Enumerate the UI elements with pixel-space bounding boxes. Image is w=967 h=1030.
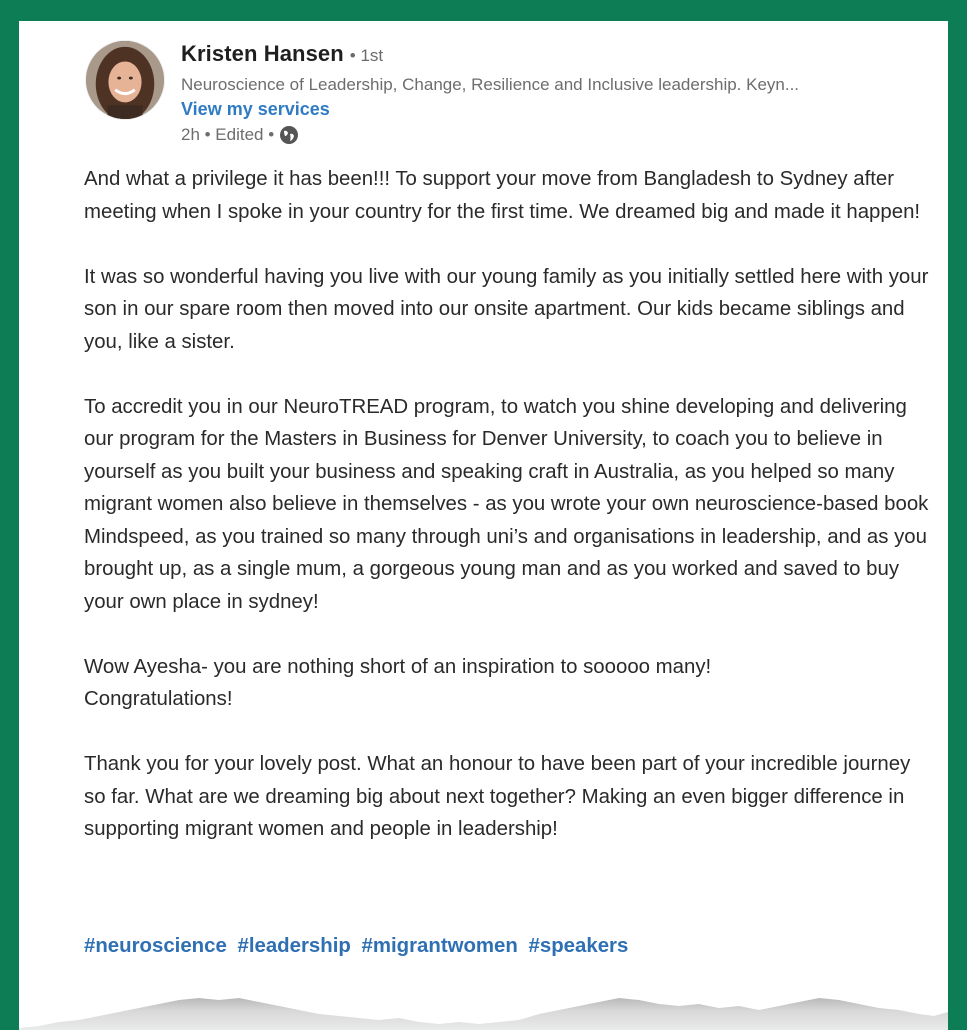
post-paragraph: Wow Ayesha- you are nothing short of an inspiration to sooooo many! Congratulations! bbox=[84, 655, 712, 710]
author-headline: Neuroscience of Leadership, Change, Resilience and Inclusive leadership. Keyn... bbox=[181, 75, 800, 94]
torn-paper-edge bbox=[19, 970, 948, 1030]
avatar-photo-icon bbox=[86, 41, 164, 119]
hashtag-link[interactable]: #speakers bbox=[528, 935, 629, 957]
connection-degree: • 1st bbox=[349, 46, 384, 65]
post-body bbox=[84, 163, 934, 878]
post-paragraph: To accredit you in our NeuroTREAD program, to watch you shine developing and delivering our program for the Masters in Business for Denver University, to coach you to believe in yourself as you built your business and speaking craft in Australia, as you helped so many migrant women also believe in themselves - as you wrote your own neuroscience-based book Mindspeed, as you trained so many through uni’s and organisations in leadership, and as you brought up, as a single mum, a gorgeous young man and as you worked and saved to buy your own place in sydney! bbox=[84, 395, 929, 613]
view-services-link[interactable]: View my services bbox=[181, 99, 330, 119]
author-name-row bbox=[181, 41, 383, 67]
hashtag-link[interactable]: #migrantwomen bbox=[361, 935, 518, 957]
post-paragraph: Thank you for your lovely post. What an honour to have been part of your incredible journey so far. What are we dreaming big about next together? Making an even bigger difference in supporting migrant women and people in leadership! bbox=[84, 753, 911, 840]
post-meta bbox=[181, 125, 299, 145]
author-name[interactable]: Kristen Hansen bbox=[181, 41, 344, 66]
post-card bbox=[19, 21, 948, 1030]
hashtag-link[interactable]: #neuroscience bbox=[84, 935, 227, 957]
hashtag-link[interactable]: #leadership bbox=[237, 935, 351, 957]
hashtag-list bbox=[84, 935, 633, 958]
post-timestamp: 2h • Edited • bbox=[181, 125, 275, 144]
post-paragraph: It was so wonderful having you live with our young family as you initially settled here with your son in our spare room then moved into our onsite apartment. Our kids became siblings and you, like a sister. bbox=[84, 265, 929, 353]
post-paragraph: And what a privilege it has been!!! To support your move from Bangladesh to Sydney after meeting when I spoke in your country for the first time. We dreamed big and made it happen! bbox=[84, 168, 921, 223]
globe-icon bbox=[279, 125, 299, 145]
author-avatar[interactable] bbox=[86, 41, 164, 119]
